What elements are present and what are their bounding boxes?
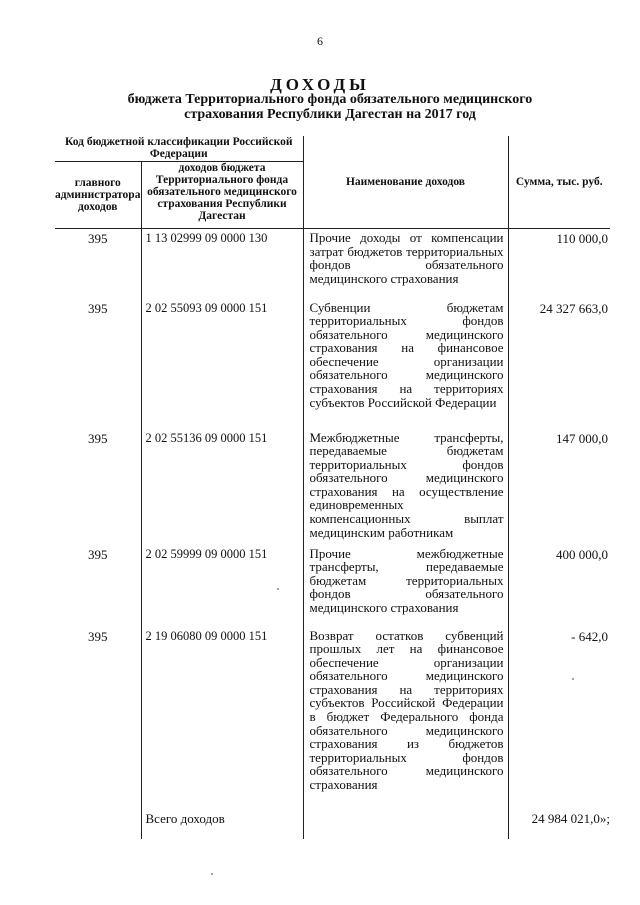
header-fund-income: доходов бюджета Территориального фонда обязательного медицинского страхования Республики Дагестан xyxy=(141,162,303,229)
subtitle-line-2: страхования Республики Дагестан на 2017 год xyxy=(184,107,476,122)
scan-speck xyxy=(211,873,213,875)
row-admin-code: 395 xyxy=(55,299,141,429)
row-income-name: Межбюджетные трансферты, передаваемые бюджетам территориальных фондов обязательного медицинского страхования на осуществление единовременных компенсационных выплат медицинским работникам xyxy=(303,429,508,545)
total-label: Всего доходов xyxy=(141,805,303,839)
row-sum: 400 000,0 xyxy=(556,546,608,562)
row-sum: 110 000,0 xyxy=(556,231,608,246)
row-budget-code: 2 19 06080 09 0000 151 xyxy=(141,627,303,805)
income-table xyxy=(55,136,610,839)
table-row xyxy=(55,429,610,545)
table-row xyxy=(55,229,610,299)
row-admin-code: 395 xyxy=(55,627,141,805)
header-main-admin: главного администратора доходов xyxy=(55,162,141,229)
row-budget-code: 2 02 59999 09 0000 151 xyxy=(141,545,303,627)
table-row xyxy=(55,545,610,627)
total-value: 24 984 021,0»; xyxy=(531,810,610,826)
total-row xyxy=(55,805,610,839)
row-admin-code: 395 xyxy=(55,429,141,545)
row-budget-code: 1 13 02999 09 0000 130 xyxy=(141,229,303,299)
page-number: 6 xyxy=(317,34,323,48)
page-title: ДОХОДЫ xyxy=(270,75,370,94)
row-admin-code: 395 xyxy=(55,229,141,299)
row-income-name: Прочие межбюджетные трансферты, передаваемые бюджетам территориальных фондов обязательного медицинского страхования xyxy=(303,545,508,627)
total-empty-name xyxy=(303,805,508,839)
row-sum: - 642,0 xyxy=(571,628,608,644)
row-budget-code: 2 02 55136 09 0000 151 xyxy=(141,429,303,545)
row-sum: 24 327 663,0 xyxy=(539,300,608,316)
header-sum: Сумма, тыс. руб. xyxy=(508,136,610,229)
row-admin-code: 395 xyxy=(55,545,141,627)
table-row xyxy=(55,299,610,429)
scan-speck xyxy=(572,678,574,680)
header-name: Наименование доходов xyxy=(303,136,508,229)
row-sum: 147 000,0 xyxy=(556,430,608,446)
row-income-name: Прочие доходы от компенсации затрат бюджетов территориальных фондов обязательного медицинского страхования xyxy=(303,229,508,299)
row-income-name: Субвенции бюджетам территориальных фондов обязательного медицинского страхования на финансовое обеспечение организации обязательного медицинского страхования на территориях субъектов Российской Федерации xyxy=(303,299,508,429)
table-row xyxy=(55,627,610,805)
subtitle-line-1: бюджета Территориального фонда обязательного медицинского xyxy=(127,92,533,107)
total-empty-cell xyxy=(55,805,141,839)
header-code-group: Код бюджетной классификации Российской Федерации xyxy=(55,136,303,162)
page-subtitle xyxy=(100,92,560,122)
row-budget-code: 2 02 55093 09 0000 151 xyxy=(141,299,303,429)
row-income-name: Возврат остатков субвенций прошлых лет на финансовое обеспечение организации обязательного медицинского страхования на территориях субъектов Российской Федерации в бюджет Федерального фонда обязательного медицинского страхования из бюджетов территориальных фондов обязательного медицинского страхования xyxy=(303,627,508,805)
scan-speck xyxy=(277,588,279,590)
